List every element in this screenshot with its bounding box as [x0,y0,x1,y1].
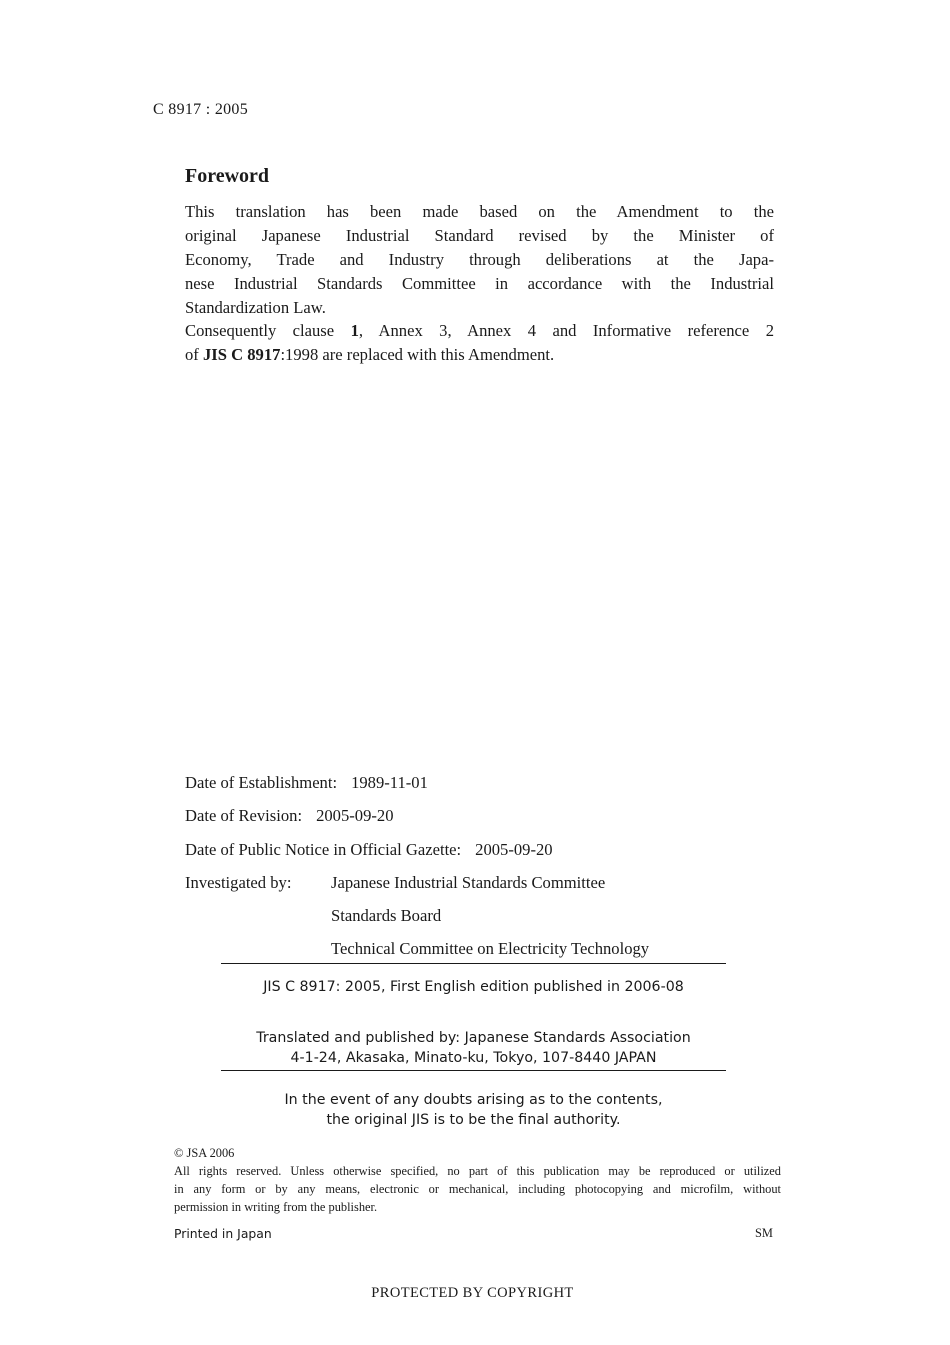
divider [221,1070,726,1071]
divider [221,963,726,964]
rights-line: in any form or by any means, electronic or mechanical, including photocopying and microfilm, without [174,1182,781,1196]
date-public-notice: Date of Public Notice in Official Gazette: 2005-09-20 [185,840,553,859]
foreword-line: of JIS C 8917:1998 are replaced with this Amendment. [185,345,555,364]
foreword-line: Consequently clause 1, Annex 3, Annex 4 and Informative reference 2 [185,321,775,340]
date-revision: Date of Revision: 2005-09-20 [185,806,394,825]
authority-line: the original JIS is to be the final authority. [326,1112,621,1128]
foreword-line: Economy, Trade and Industry through deliberations at the Japa- [185,250,774,269]
foreword-heading: Foreword [185,165,270,187]
publisher-address: 4-1-24, Akasaka, Minato-ku, Tokyo, 107-8440 JAPAN [290,1050,657,1066]
foreword-line: Standardization Law. [185,298,326,317]
investigated-by-label: Investigated by: [185,873,292,892]
rights-line: All rights reserved. Unless otherwise specified, no part of this publication may be reproduced or utilized [174,1164,781,1178]
rights-line: permission in writing from the publisher. [174,1200,378,1214]
standard-reference: JIS C 8917 [202,345,281,364]
printer-code: SM [755,1226,773,1240]
protected-footer: PROTECTED BY COPYRIGHT [371,1285,574,1301]
copyright-notice: © JSA 2006 [174,1146,235,1160]
authority-line: In the event of any doubts arising as to the contents, [284,1092,663,1108]
printed-in: Printed in Japan [174,1226,272,1241]
page-header-code: C 8917 : 2005 [153,101,249,118]
investigated-by-line: Technical Committee on Electricity Technology [331,939,650,958]
investigated-by-line: Japanese Industrial Standards Committee [331,873,606,892]
foreword-line: This translation has been made based on the Amendment to the [185,202,774,221]
date-establishment: Date of Establishment: 1989-11-01 [185,773,428,792]
publisher-line: Translated and published by: Japanese Standards Association [256,1030,691,1046]
investigated-by-line: Standards Board [331,906,442,925]
edition-statement: JIS C 8917: 2005, First English edition published in 2006-08 [263,979,684,995]
foreword-line: original Japanese Industrial Standard revised by the Minister of [185,226,774,245]
clause-number: 1 [350,321,359,340]
foreword-line: nese Industrial Standards Committee in accordance with the Industrial [185,274,774,293]
